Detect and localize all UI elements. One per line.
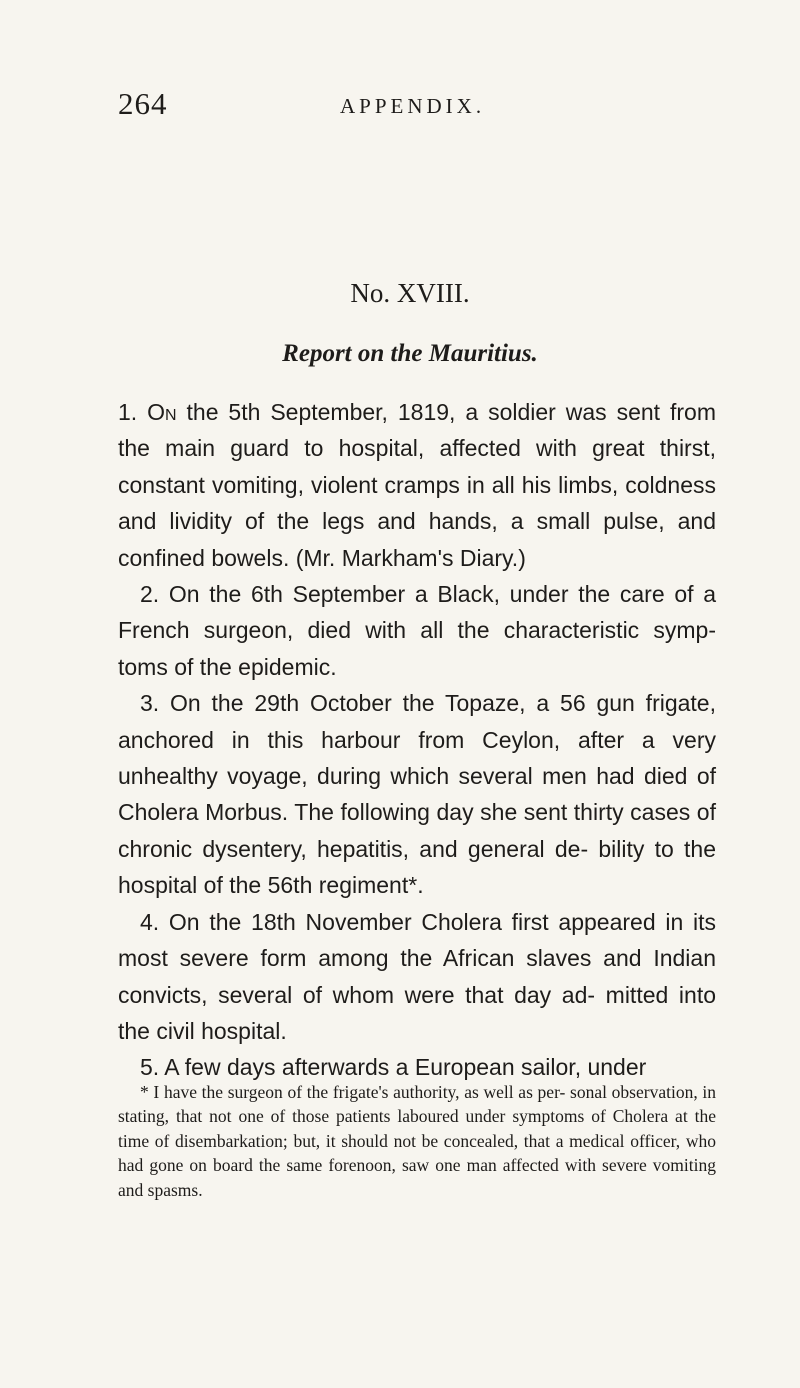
footnote bbox=[118, 1080, 716, 1202]
paragraph-3: 3. On the 29th October the Topaze, a 56 gun frigate, anchored in this harbour from Ceylon, after a very unhealthy voyage, during which several men had died of Cholera Morbus. The following day she sent thirty cases of chronic dysentery, hepatitis, and general de- bility to the hospital of the 56th regiment*. bbox=[118, 690, 716, 899]
page-header bbox=[118, 86, 718, 126]
paragraph-1-number: 1. bbox=[118, 399, 148, 425]
paragraph-1-text: the 5th September, 1819, a soldier was sent from the main guard to hospital, affected with great thirst, constant vomiting, violent cramps in all his limbs, coldness and lividity of the legs and hands, a small pulse, and confined bowels. (Mr. Markham's Diary.) bbox=[118, 399, 717, 571]
paragraph-4: 4. On the 18th November Cholera first appeared in its most severe form among the African slaves and Indian convicts, several of whom were that day ad- mitted into the civil hospital. bbox=[118, 908, 716, 1044]
page-number: 264 bbox=[118, 86, 168, 121]
paragraph-1-initial-word: On bbox=[147, 399, 177, 425]
paragraph-5: 5. A few days afterwards a European sailor, under bbox=[140, 1054, 647, 1081]
paragraph-1 bbox=[118, 394, 716, 576]
section-title: Report on the Mauritius. bbox=[282, 340, 538, 367]
footnote-text: * I have the surgeon of the frigate's authority, as well as per- sonal observation, in stating, that not one of those patients laboured under symptoms of Cholera at the time of disembarkation; but, it should not be concealed, that a medical officer, who had gone on board the same forenoon, saw one man affected with severe vomiting and spasms. bbox=[118, 1082, 716, 1200]
section-number: No. XVIII. bbox=[350, 278, 470, 308]
running-head: APPENDIX. bbox=[340, 94, 486, 118]
report-body bbox=[118, 394, 716, 1086]
paragraph-2: 2. On the 6th September a Black, under the care of a French surgeon, died with all the characteristic symp- toms of the epidemic. bbox=[118, 581, 716, 680]
